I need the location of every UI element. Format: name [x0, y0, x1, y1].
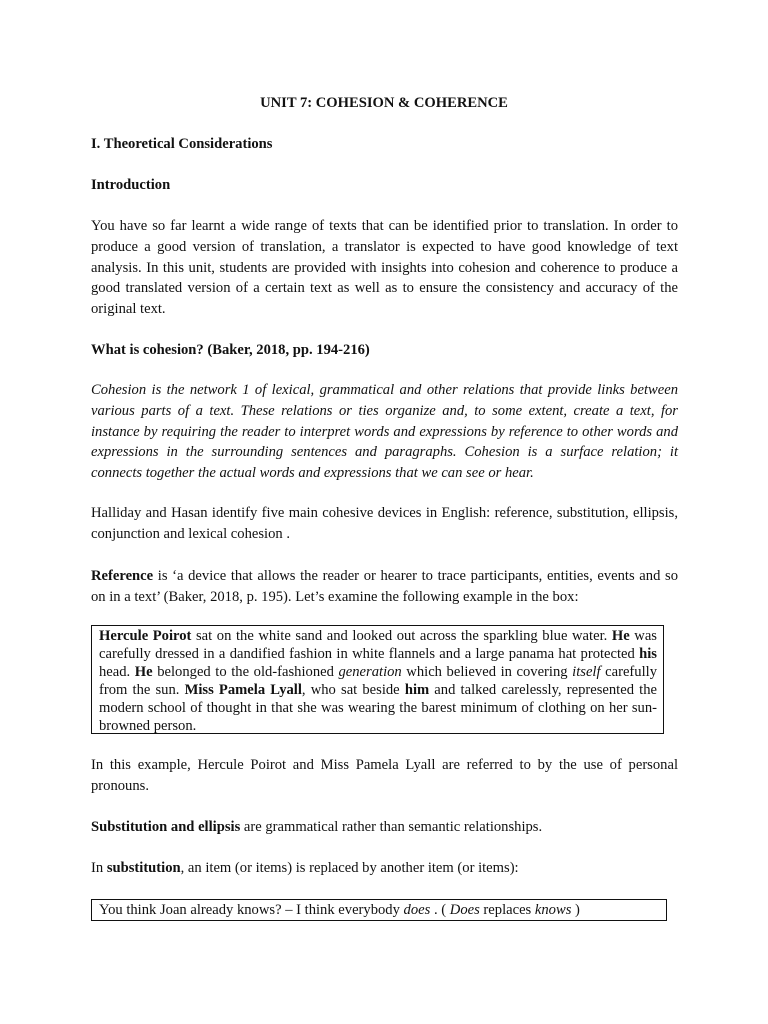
- example-he: He: [611, 628, 630, 644]
- example-hercule-poirot: Hercule Poirot: [99, 628, 192, 644]
- example-itself: itself: [572, 663, 601, 680]
- example-text: carefully from the sun.: [99, 663, 657, 698]
- example-him: him: [404, 681, 430, 698]
- substitution-ellipsis-term: Substitution and ellipsis: [91, 819, 241, 835]
- example-text: head.: [99, 663, 135, 680]
- reference-text: is ‘a device that allows the reader or hearer to trace participants, entities, events and so on in a text’ (Baker, 2018, p. 195). Let’s examine the following example in the box:: [91, 568, 678, 605]
- example-explanation: In this example, Hercule Poirot and Miss Pamela Lyall are referred to by the use of personal pronouns.: [91, 757, 678, 794]
- substitution-example-box: [91, 899, 667, 921]
- example-he: He: [134, 663, 153, 680]
- example-text: belonged to the old-fashioned: [152, 663, 339, 680]
- substitution-example-knows: knows: [534, 902, 572, 918]
- cohesion-definition: Cohesion is the network 1 of lexical, grammatical and other relations that provide links between various parts of a text. These relations or ties organize and, to some extent, create a text, for instance by requiring the reader to interpret words and expressions by reference to other words and expressions in the surrounding sentences and paragraphs. Cohesion is a surface relation; it connects together the actual words and expressions that we can see or hear.: [91, 382, 678, 482]
- section-heading: I. Theoretical Considerations: [91, 136, 273, 152]
- substitution-example-does: does: [403, 902, 431, 918]
- example-text: was carefully dressed in a dandified fashion in white flannels and a large panama hat protected: [99, 628, 657, 662]
- example-text: sat on the white sand and looked out across the sparkling blue water.: [191, 628, 612, 644]
- cohesion-heading: What is cohesion? (Baker, 2018, pp. 194-216): [91, 342, 370, 358]
- reference-term: Reference: [91, 568, 154, 584]
- substitution-text: , an item (or items) is replaced by another item (or items):: [180, 860, 519, 876]
- substitution-example-text: replaces: [479, 902, 535, 918]
- reference-example-box: [91, 625, 664, 734]
- example-text: and talked carelessly, represented the modern school of thought in that she was wearing the barest minimum of clothing on her sun-browned person.: [99, 681, 657, 734]
- example-miss-pamela-lyall: Miss Pamela Lyall: [184, 681, 302, 698]
- unit-title: UNIT 7: COHESION & COHERENCE: [260, 95, 508, 111]
- substitution-ellipsis-text: are grammatical rather than semantic relationships.: [240, 819, 543, 835]
- substitution-example-text: ): [571, 902, 580, 918]
- substitution-ellipsis-paragraph: [91, 817, 678, 838]
- substitution-example-does-note: Does: [449, 902, 480, 918]
- intro-heading: Introduction: [91, 177, 171, 193]
- intro-paragraph: You have so far learnt a wide range of texts that can be identified prior to translation. In order to produce a good version of translation, a translator is expected to have good knowledge of text analysis. In this unit, students are provided with insights into cohesion and coherence to produce a good translated version of a certain text as well as to ensure the consistency and accuracy of the original text.: [91, 218, 678, 318]
- example-text: , who sat beside: [301, 681, 405, 698]
- substitution-term: substitution: [106, 860, 181, 876]
- example-generation: generation: [338, 663, 402, 680]
- substitution-prefix: In: [91, 860, 107, 876]
- substitution-example-text: . (: [430, 902, 450, 918]
- substitution-paragraph: [91, 858, 678, 879]
- halliday-paragraph: Halliday and Hasan identify five main cohesive devices in English: reference, substitution, ellipsis, conjunction and lexical cohesion .: [91, 505, 678, 542]
- example-his: his: [639, 645, 657, 662]
- example-text: which believed in covering: [401, 663, 573, 680]
- substitution-example-text: You think Joan already knows? – I think everybody: [99, 902, 404, 918]
- reference-paragraph: [91, 566, 678, 608]
